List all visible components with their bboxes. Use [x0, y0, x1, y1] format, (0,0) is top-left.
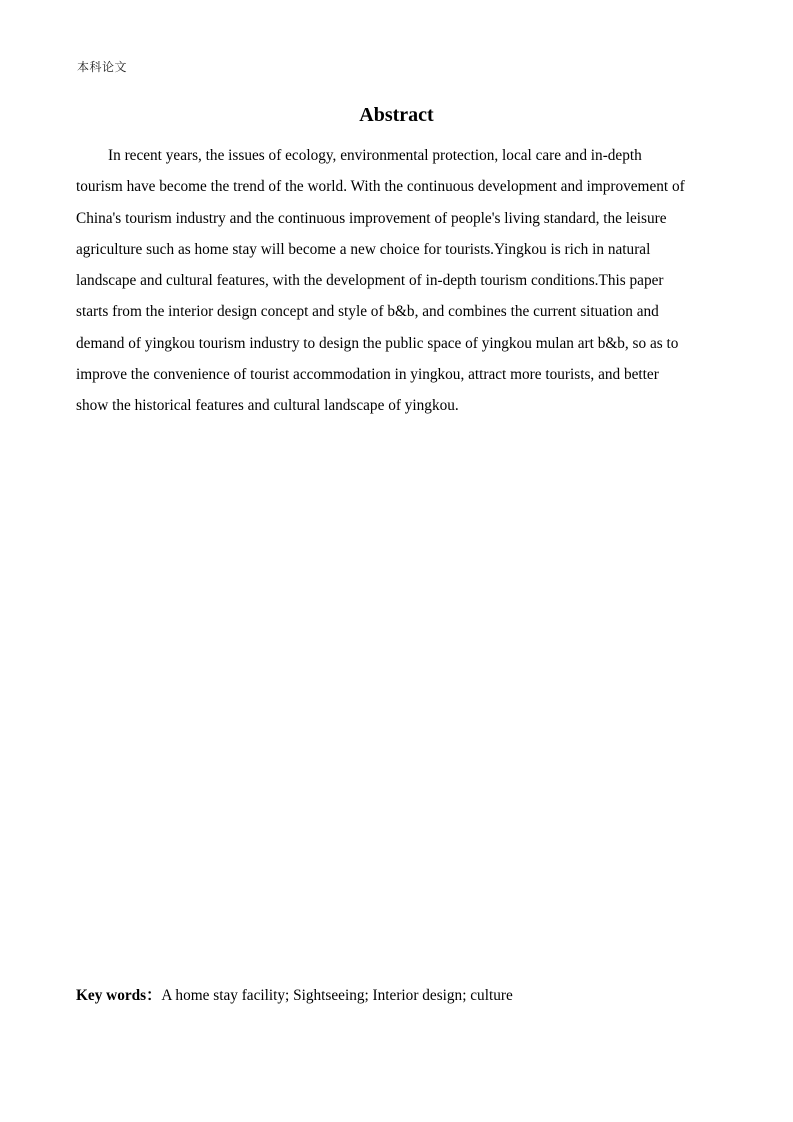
abstract-line: landscape and cultural features, with the development of in-depth tourism conditions.This paper: [76, 272, 664, 290]
abstract-line: agriculture such as home stay will become a new choice for tourists.Yingkou is rich in natural: [76, 240, 651, 258]
abstract-line: improve the convenience of tourist accommodation in yingkou, attract more tourists, and better: [76, 366, 659, 384]
abstract-body: [76, 140, 718, 422]
keywords-label: Key words：: [76, 987, 162, 1004]
abstract-line: show the historical features and cultural landscape of yingkou.: [76, 397, 459, 415]
abstract-line: China's tourism industry and the continuous improvement of people's living standard, the leisure: [76, 209, 667, 227]
abstract-title: Abstract: [359, 104, 434, 126]
abstract-line: tourism have become the trend of the world. With the continuous development and improvement of: [76, 178, 685, 196]
keywords: [76, 983, 513, 1005]
abstract-line: starts from the interior design concept and style of b&b, and combines the current situation and: [76, 303, 659, 321]
abstract-line: demand of yingkou tourism industry to design the public space of yingkou mulan art b&b, so as to: [76, 334, 679, 352]
keywords-text: A home stay facility; Sightseeing; Interior design; culture: [161, 987, 513, 1004]
abstract-line: In recent years, the issues of ecology, environmental protection, local care and in-depth: [108, 147, 642, 164]
page-header: 本科论文: [77, 60, 128, 74]
